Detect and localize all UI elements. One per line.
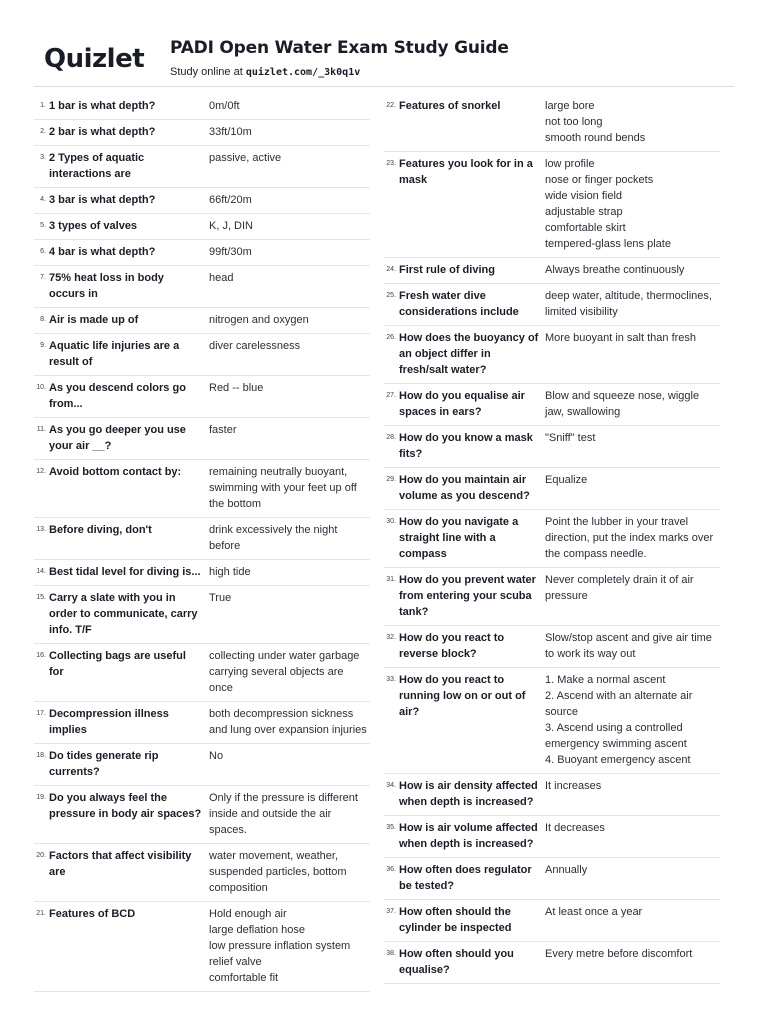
term-text: Features of BCD	[49, 908, 136, 920]
term-row	[34, 94, 370, 120]
term-text: How do you react to reverse block?	[399, 632, 505, 660]
term-row	[384, 900, 720, 942]
definition-text: It decreases	[545, 822, 605, 834]
term-row	[384, 942, 720, 984]
definition-text: 66ft/20m	[209, 194, 252, 206]
term-number: 10.	[36, 384, 46, 391]
term-number: 29.	[386, 476, 396, 483]
term-row	[34, 518, 370, 560]
term-row	[34, 334, 370, 376]
term-number: 15.	[36, 594, 46, 601]
definition-text: deep water, altitude, thermoclines, limited visibility	[545, 290, 712, 318]
term-number: 1.	[40, 102, 46, 109]
term-text: Before diving, don't	[49, 524, 152, 536]
term-text: 3 bar is what depth?	[49, 194, 156, 206]
term-row	[34, 560, 370, 586]
term-number: 26.	[386, 334, 396, 341]
term-text: As you descend colors go from...	[49, 382, 186, 410]
term-number: 9.	[40, 342, 46, 349]
definition-text: head	[209, 272, 234, 284]
term-number: 24.	[386, 266, 396, 273]
term-number: 13.	[36, 526, 46, 533]
term-number: 34.	[386, 782, 396, 789]
definition-text: remaining neutrally buoyant, swimming with your feet up off the bottom	[209, 466, 357, 510]
term-number: 3.	[40, 154, 46, 161]
term-row	[34, 146, 370, 188]
term-text: Decompression illness implies	[49, 708, 169, 736]
term-row	[384, 626, 720, 668]
page-title: PADI Open Water Exam Study Guide	[170, 38, 509, 58]
definition-text: Never completely drain it of air pressure	[545, 574, 694, 602]
definition-text: large bore not too long smooth round bends	[545, 100, 646, 144]
term-text: 3 types of valves	[49, 220, 138, 232]
term-number: 32.	[386, 634, 396, 641]
definition-text: faster	[209, 424, 237, 436]
term-number: 23.	[386, 160, 396, 167]
term-number: 35.	[386, 824, 396, 831]
definition-text: Slow/stop ascent and give air time to work its way out	[545, 632, 712, 660]
term-text: 75% heat loss in body occurs in	[49, 272, 164, 300]
term-text: How do you know a mask fits?	[399, 432, 533, 460]
term-number: 11.	[36, 426, 46, 433]
term-number: 2.	[40, 128, 46, 135]
definition-text: Red -- blue	[209, 382, 264, 394]
term-row	[384, 284, 720, 326]
term-text: How often does regulator be tested?	[399, 864, 532, 892]
term-text: How often should the cylinder be inspected	[399, 906, 512, 934]
definition-text: passive, active	[209, 152, 282, 164]
definition-text: At least once a year	[545, 906, 643, 918]
term-text: How do you react to running low on or out of air?	[399, 674, 526, 718]
definition-text: 33ft/10m	[209, 126, 252, 138]
definition-text: True	[209, 592, 232, 604]
term-row	[384, 258, 720, 284]
term-number: 16.	[36, 652, 46, 659]
term-text: Carry a slate with you in order to communicate, carry info. T/F	[49, 592, 198, 636]
term-text: Features of snorkel	[399, 100, 501, 112]
term-text: How often should you equalise?	[399, 948, 514, 976]
subtitle-prefix: Study online at	[170, 66, 243, 78]
term-text: Best tidal level for diving is...	[49, 566, 201, 578]
term-text: How do you navigate a straight line with a compass	[399, 516, 519, 560]
page-subtitle	[170, 66, 360, 78]
term-text: Aquatic life injuries are a result of	[49, 340, 180, 368]
page-header	[34, 30, 734, 86]
term-number: 20.	[36, 852, 46, 859]
definition-text: "Sniff" test	[545, 432, 596, 444]
term-number: 8.	[40, 316, 46, 323]
term-text: 4 bar is what depth?	[49, 246, 156, 258]
definition-text: 0m/0ft	[209, 100, 240, 112]
term-number: 4.	[40, 196, 46, 203]
term-number: 19.	[36, 794, 46, 801]
term-number: 7.	[40, 274, 46, 281]
term-text: How does the buoyancy of an object differ in fresh/salt water?	[399, 332, 539, 376]
term-number: 25.	[386, 292, 396, 299]
term-text: 2 bar is what depth?	[49, 126, 156, 138]
term-row	[34, 214, 370, 240]
term-row	[34, 120, 370, 146]
definition-text: Hold enough air large deflation hose low pressure inflation system relief valve comfortable fit	[209, 908, 351, 984]
term-text: First rule of diving	[399, 264, 495, 276]
term-text: Factors that affect visibility are	[49, 850, 192, 878]
term-row	[384, 468, 720, 510]
term-text: 1 bar is what depth?	[49, 100, 156, 112]
term-text: Collecting bags are useful for	[49, 650, 186, 678]
definition-text: low profile nose or finger pockets wide vision field adjustable strap comfortable skirt tempered-glass lens plate	[545, 158, 671, 250]
term-row	[384, 568, 720, 626]
left-term-column	[34, 94, 370, 992]
definition-text: No	[209, 750, 224, 762]
term-row	[34, 418, 370, 460]
term-number: 36.	[386, 866, 396, 873]
term-text: Air is made up of	[49, 314, 139, 326]
term-number: 5.	[40, 222, 46, 229]
definition-text: both decompression sickness and lung over expansion injuries	[209, 708, 367, 736]
term-number: 21.	[36, 910, 46, 917]
term-row	[34, 240, 370, 266]
term-row	[34, 266, 370, 308]
term-number: 12.	[36, 468, 46, 475]
term-number: 30.	[386, 518, 396, 525]
definition-text: 1. Make a normal ascent 2. Ascend with an alternate air source 3. Ascend using a controlled emergency swimming ascent 4. Buoyant emergency ascent	[545, 674, 693, 766]
term-row	[34, 844, 370, 902]
term-number: 28.	[386, 434, 396, 441]
definition-text: nitrogen and oxygen	[209, 314, 309, 326]
term-text: How do you prevent water from entering your scuba tank?	[399, 574, 536, 618]
definition-text: Every metre before discomfort	[545, 948, 693, 960]
term-row	[34, 308, 370, 334]
term-number: 22.	[386, 102, 396, 109]
term-row	[384, 152, 720, 258]
definition-text: Point the lubber in your travel direction, put the index marks over the compass needle.	[545, 516, 714, 560]
term-text: How do you maintain air volume as you descend?	[399, 474, 530, 502]
term-row	[384, 668, 720, 774]
term-row	[34, 586, 370, 644]
term-text: Do you always feel the pressure in body air spaces?	[49, 792, 202, 820]
term-row	[34, 786, 370, 844]
definition-text: Only if the pressure is different inside and outside the air spaces.	[209, 792, 358, 836]
term-text: 2 Types of aquatic interactions are	[49, 152, 145, 180]
term-number: 27.	[386, 392, 396, 399]
study-url-link[interactable]: quizlet.com/_3k0q1v	[245, 67, 361, 78]
definition-text: More buoyant in salt than fresh	[545, 332, 697, 344]
definition-text: 99ft/30m	[209, 246, 252, 258]
term-text: How is air density affected when depth is increased?	[399, 780, 538, 808]
definition-text: collecting under water garbage carrying several objects are once	[209, 650, 360, 694]
definition-text: Blow and squeeze nose, wiggle jaw, swallowing	[545, 390, 700, 418]
definition-text: Annually	[545, 864, 588, 876]
term-text: Do tides generate rip currents?	[49, 750, 159, 778]
term-text: Avoid bottom contact by:	[49, 466, 182, 478]
definition-text: diver carelessness	[209, 340, 301, 352]
definition-text: K, J, DIN	[209, 220, 254, 232]
term-row	[384, 426, 720, 468]
right-term-column	[384, 94, 720, 984]
term-text: Features you look for in a mask	[399, 158, 533, 186]
term-number: 31.	[386, 576, 396, 583]
term-row	[34, 902, 370, 992]
term-number: 6.	[40, 248, 46, 255]
term-row	[384, 94, 720, 152]
definition-text: high tide	[209, 566, 251, 578]
term-row	[34, 376, 370, 418]
term-number: 18.	[36, 752, 46, 759]
term-text: As you go deeper you use your air __?	[49, 424, 186, 452]
definition-text: drink excessively the night before	[209, 524, 338, 552]
definition-text: Always breathe continuously	[545, 264, 685, 276]
term-text: Fresh water dive considerations include	[399, 290, 519, 318]
term-number: 14.	[36, 568, 46, 575]
term-row	[384, 384, 720, 426]
term-row	[384, 816, 720, 858]
term-row	[34, 644, 370, 702]
term-number: 17.	[36, 710, 46, 717]
term-row	[34, 702, 370, 744]
definition-text: Equalize	[545, 474, 588, 486]
term-row	[34, 460, 370, 518]
definition-text: water movement, weather, suspended particles, bottom composition	[209, 850, 347, 894]
header-divider	[34, 86, 734, 87]
term-number: 38.	[386, 950, 396, 957]
term-row	[384, 510, 720, 568]
term-row	[34, 744, 370, 786]
quizlet-logo[interactable]: Quizlet	[44, 44, 145, 74]
definition-text: It increases	[545, 780, 602, 792]
term-text: How is air volume affected when depth is increased?	[399, 822, 538, 850]
term-row	[384, 858, 720, 900]
term-text: How do you equalise air spaces in ears?	[399, 390, 525, 418]
term-row	[384, 326, 720, 384]
term-row	[384, 774, 720, 816]
term-number: 33.	[386, 676, 396, 683]
term-number: 37.	[386, 908, 396, 915]
term-row	[34, 188, 370, 214]
